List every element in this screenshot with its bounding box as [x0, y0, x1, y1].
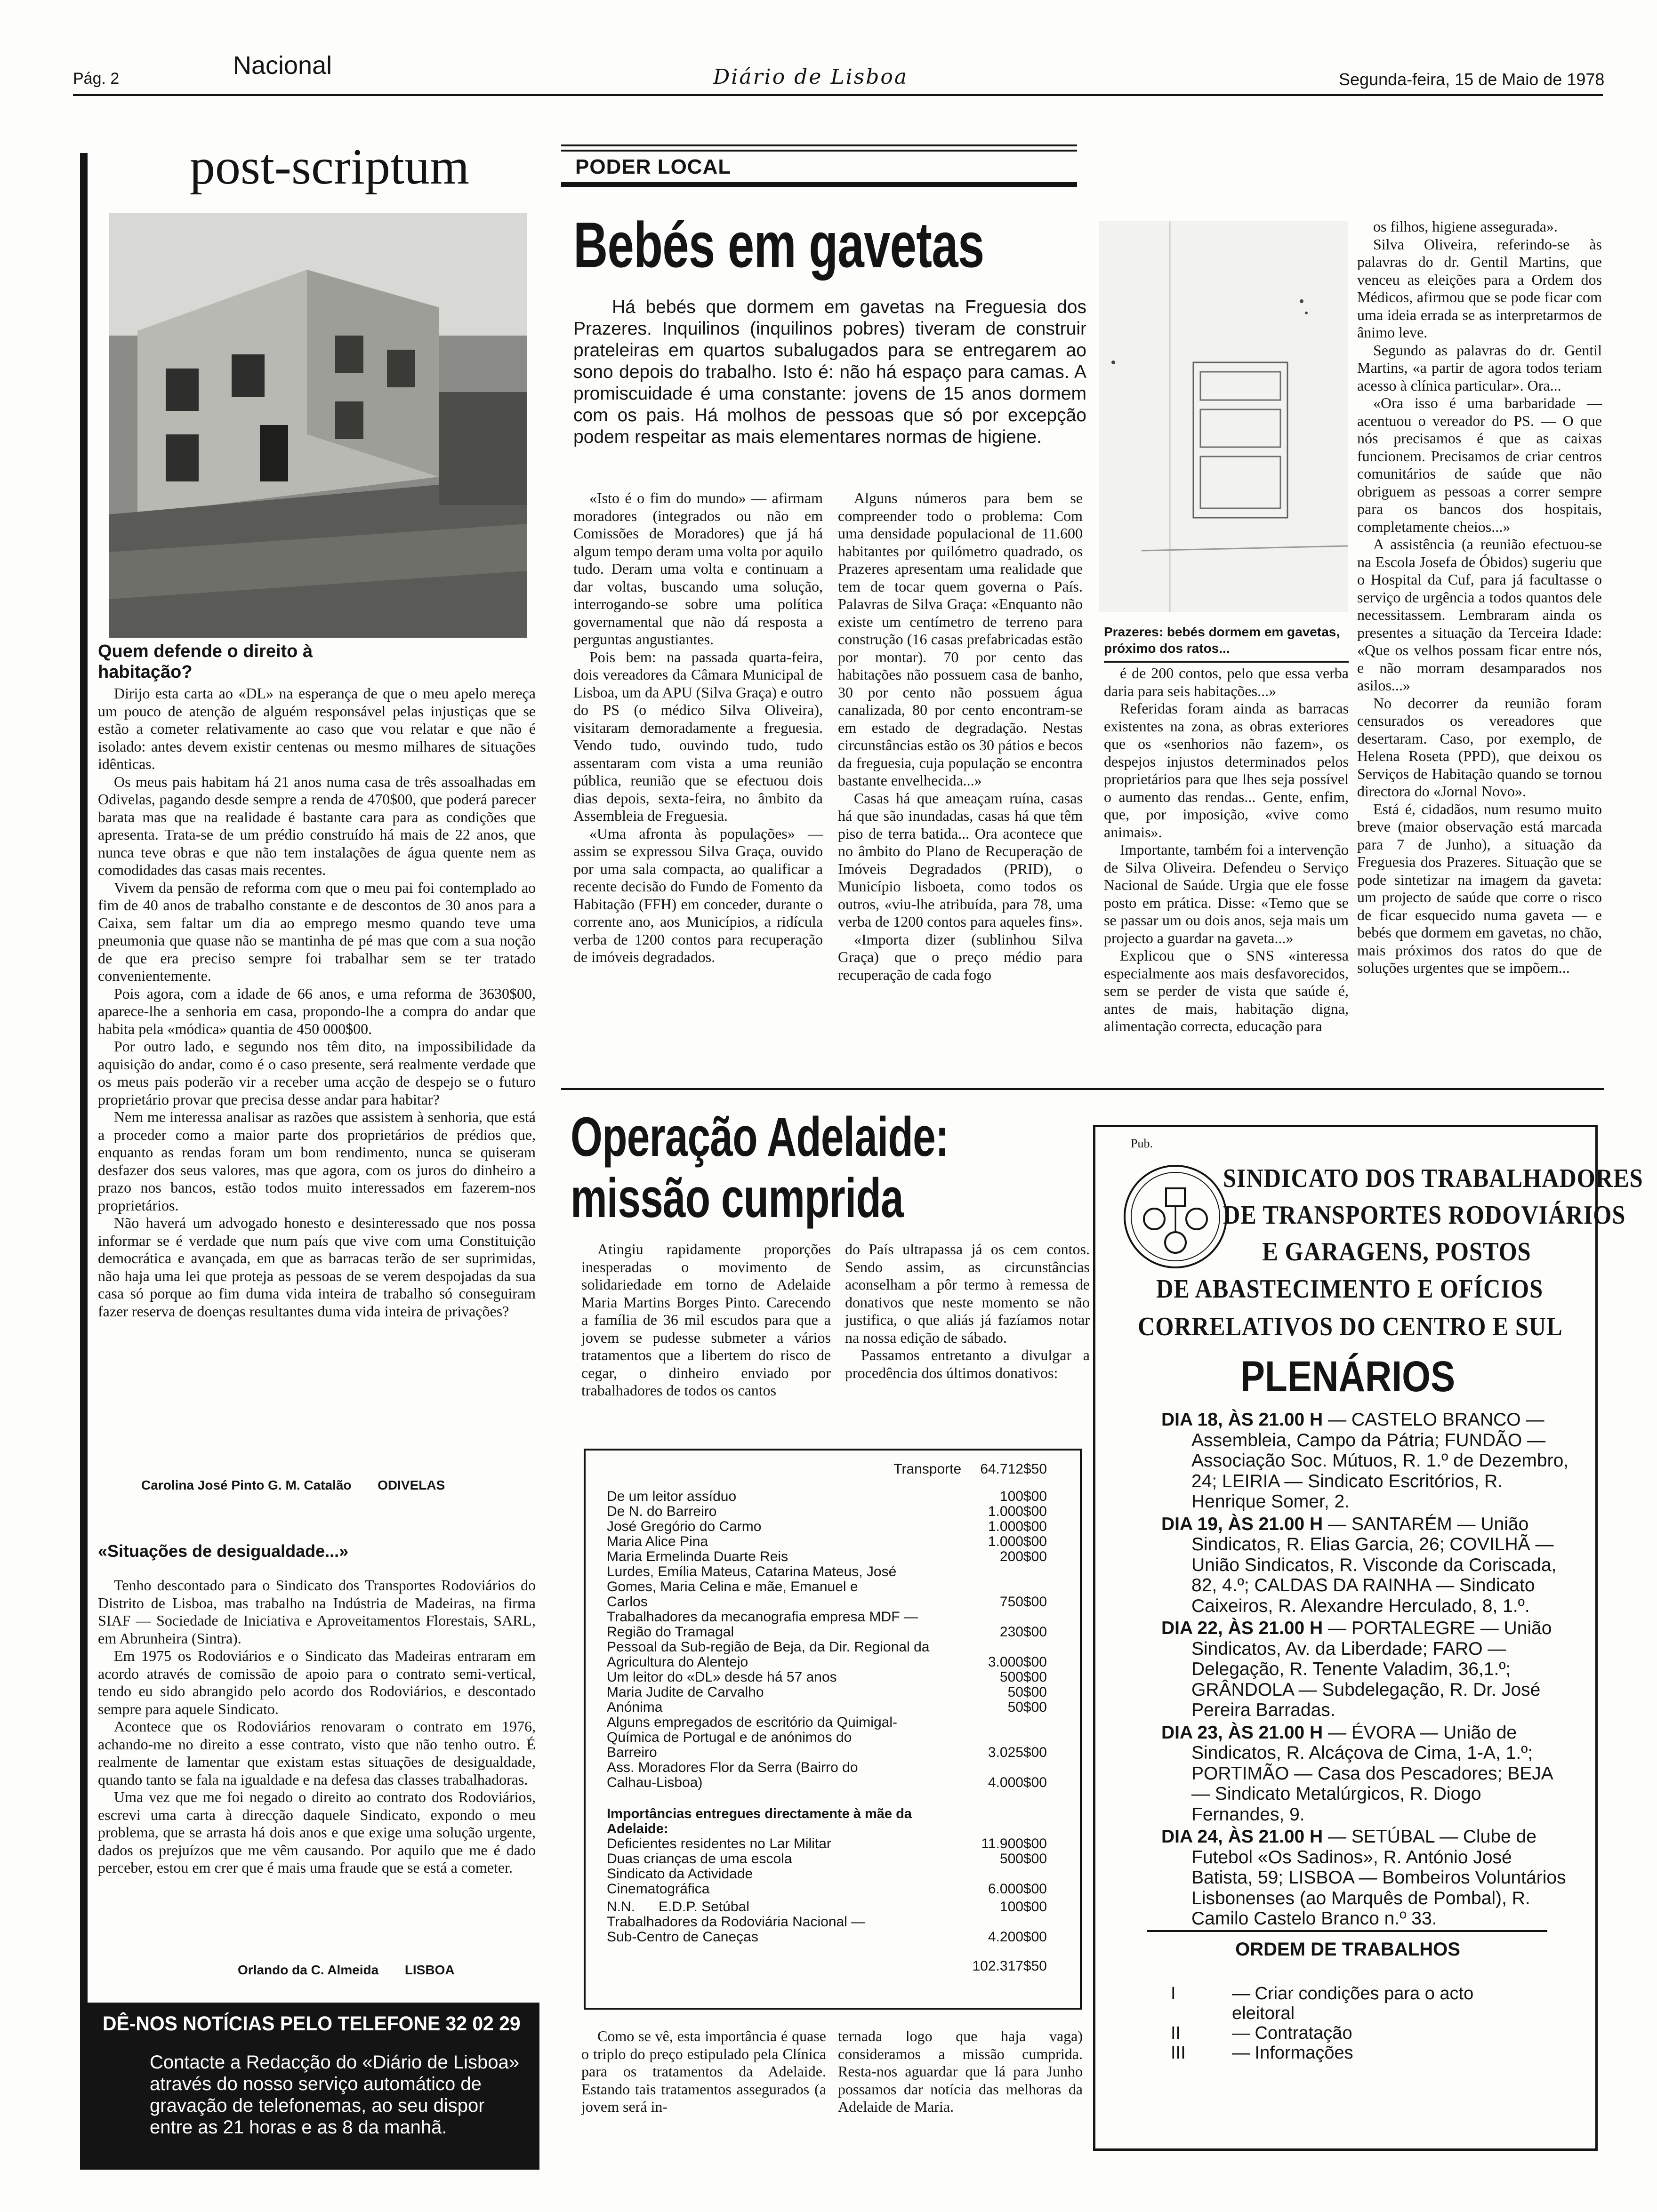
postscript-title: post-scriptum — [190, 139, 469, 195]
transport-label: Transporte — [893, 1461, 962, 1477]
donor-name: José Gregório do Carmo — [607, 1519, 762, 1534]
meeting-venues: — SANTARÉM — União Sindicatos, R. Elias Garcia, 26; COVILHÃ — União Sindicatos, R. Visconde da Coriscada, 82, 4.º; CALDAS DA RAINHA — Sindicato Caixeiros, R. Alexandre Herculado, 8, 1.º. — [1191, 1514, 1557, 1616]
order-title: ORDEM DE TRABALHOS — [1235, 1939, 1460, 1960]
ad-title-lower — [1114, 1270, 1585, 1346]
direct-row — [607, 1899, 1047, 1915]
meeting-date: DIA 18, ÀS 21.00 H — [1161, 1410, 1323, 1430]
direct-heading: Importâncias entregues directamente à mãe da Adelaide: — [607, 1806, 912, 1836]
order-text: — Informações — [1232, 2043, 1353, 2063]
direct-row — [607, 1867, 1047, 1897]
meeting-item — [1161, 1410, 1576, 1512]
donor-name: Sindicato da Actividade Cinematográfica — [607, 1866, 753, 1897]
letter1-paragraph: Vivem da pensão de reforma com que o meu pai foi contemplado ao fim de 40 anos de trabalho constante e de descontos de 30 anos para a Caixa, sem faltar um dia ao emprego mesmo quando teve uma pneumonia que quase não se mantinha de pé mas que com a sua noção de que era preciso sempre foi trabalhar sem se ter tratado convenientemente. — [98, 879, 536, 984]
donation-amount: 1.000$00 — [988, 1519, 1047, 1534]
donation-amount: 500$00 — [999, 1851, 1047, 1867]
donor-name: Pessoal da Sub-região de Beja, da Dir. Regional da Agricultura do Alentejo — [607, 1639, 930, 1670]
bebes-photo — [1099, 221, 1348, 612]
meetings-list — [1161, 1410, 1576, 1931]
order-number: I — [1171, 1984, 1176, 2004]
letter1-signature — [141, 1478, 532, 1493]
adelaide-paragraph: Passamos entretanto a divulgar a procedência dos últimos donativos: — [845, 1346, 1090, 1381]
donation-row — [607, 1715, 1047, 1760]
letter1-body — [98, 685, 536, 1320]
bebes-paragraph: Explicou que o SNS «interessa especialmente aos mais desfavorecidos, sem se perder de vista que saúde é, antes de mais, habitação digna, alimentação correcta, educação para — [1104, 947, 1349, 1034]
donation-amount: 11.900$00 — [981, 1836, 1047, 1851]
bebes-column-4 — [1357, 218, 1602, 977]
adelaide-headline-line1: Operação Adelaide: — [571, 1106, 949, 1168]
letter2-paragraph: Tenho descontado para o Sindicato dos Transportes Rodoviários do Distrito de Lisboa, mas trabalho na Indústria de Madeiras, na firma SIAF — Sociedade de Iniciativa e Aproveitamentos Florestais, SARL, em Abrunheira (Sintra). — [98, 1577, 536, 1647]
donation-amount: 230$00 — [999, 1624, 1047, 1640]
meeting-date: DIA 24, ÀS 21.00 H — [1161, 1827, 1323, 1847]
donation-amount: 1.000$00 — [988, 1504, 1047, 1519]
adelaide-paragraph: Atingiu rapidamente proporções inesperadas o movimento de solidariedade em torno de Adelaide Maria Martins Borges Pinto. Carecendo a família de 36 mil escudos para que a jovem se pudesse submeter a vários tratamentos que a libertem do risco de cegar, o dinheiro enviado por trabalhadores de todos os cantos — [581, 1241, 831, 1399]
donor-name: Um leitor do «DL» desde há 57 anos — [607, 1669, 837, 1685]
bebes-paragraph: Alguns números para bem se compreender todo o problema: Com uma densidade populacional de 11.600 habitantes por quilómetro quadrado, os Prazeres apresentam uma realidade que tem de tocar quem governa o País. Palavras de Silva Graça: «Enquanto não existe um centímetro de terreno para construção (16 casas prefabricadas estão por montar). 70 por cento das habitações não possuem casa de banho, 30 por cento não possuem água canalizada, 80 por cento encontram-se em estado de degradação. Nestas circunstâncias estão os 30 pátios e becos da freguesia, cuja população se encontra bastante envelhecida...» — [838, 489, 1083, 789]
ad-title-line: E GARAGENS, POSTOS — [1262, 1237, 1531, 1266]
meeting-date: DIA 19, ÀS 21.00 H — [1161, 1514, 1323, 1534]
issue-date: Segunda-feira, 15 de Maio de 1978 — [1339, 70, 1605, 89]
ad-title-line: SINDICATO DOS TRABALHADORES — [1223, 1164, 1643, 1193]
bebes-paragraph: «Importa dizer (sublinhou Silva Graça) que o preço médio para recuperação de cada fogo — [838, 930, 1083, 983]
letter2-headline: «Situações de desigualdade...» — [98, 1541, 349, 1561]
donation-amount: 4.200$00 — [988, 1929, 1047, 1945]
union-ad — [1093, 1125, 1643, 2151]
phone-box-title: DÊ-NOS NOTÍCIAS PELO TELEFONE 32 02 29 — [103, 2012, 521, 2035]
donor-name: Ass. Moradores Flor da Serra (Bairro do Calhau-Lisboa) — [607, 1760, 858, 1790]
bebes-paragraph: Está é, cidadãos, num resumo muito breve (maior observação está marcada para 7 de Junho), a situação da Freguesia dos Prazeres. Situação que se pode sintetizar na imagem da gaveta: um projecto de saúde que corre o risco de ficar esquecido numa gaveta — e bebés que dormem em gavetas, no chão, mais próximos dos ratos do que de soluções urgentes que se impõem... — [1357, 800, 1602, 976]
section-kicker: PODER LOCAL — [575, 155, 732, 178]
donations-total: 102.317$50 — [972, 1958, 1047, 1974]
letter2-paragraph: Acontece que os Rodoviários renovaram o contrato em 1976, achando-me no direito a esse contrato, visto que não tenho outro. É realmente de lamentar que existam estas situações de desigualdade, quando tanto se fala na igualdade e na defesa das classes trabalhadoras. — [98, 1718, 536, 1788]
page-number: Pág. 2 — [73, 70, 120, 88]
letter1-paragraph: Nem me interessa analisar as razões que assistem à senhoria, que está a proceder como a maior parte dos proprietários de prédios que, enquanto as rendas foram um bom rendimento, nunca se quiseram desfazer dos seus valores, mas que agora, com os juros do dinheiro a prazo nos bancos, estão todos muito interessados em fazerem-nos proprietários. — [98, 1108, 536, 1214]
kicker-rule-bottom — [561, 182, 1077, 187]
direct-row — [607, 1851, 1047, 1867]
donor-name: Duas crianças de uma escola — [607, 1851, 792, 1867]
donation-amount: 6.000$00 — [988, 1881, 1047, 1897]
donation-row — [607, 1564, 1047, 1610]
donor-name: Alguns empregados de escritório da Quimigal-Química de Portugal e de anónimos do Barreiro — [607, 1715, 897, 1760]
transport-row — [607, 1462, 1047, 1477]
adelaide-column-1 — [581, 1241, 831, 1400]
donation-row — [607, 1534, 1047, 1549]
newspaper-name: Diário de Lisboa — [713, 65, 909, 89]
ad-title — [1204, 1160, 1643, 1270]
adelaide-bottom-column-2 — [838, 2028, 1083, 2116]
donation-row — [607, 1549, 1047, 1564]
bebes-paragraph: Pois bem: na passada quarta-feira, dois vereadores da Câmara Municipal de Lisboa, um da APU (Silva Graça) e outro do PS (o médico Silva Oliveira), visitaram demoradamente a freguesia. Vendo tudo, ouvindo tudo, tudo assentaram com vista a uma reunião pública, reunião que se efectuou dois dias depois, sexta-feira, no âmbito da Assembleia de Freguesia. — [573, 648, 823, 824]
adelaide-headline-line2: missão cumprida — [571, 1167, 903, 1229]
bebes-paragraph: «Isto é o fim do mundo» — afirmam moradores (integrados ou não em Comissões de Moradores) que já há algum tempo deram uma volta por aquilo tudo. Deram uma volta e continuam a dar voltas, buscando uma solução, interrogando-se sobre uma política governamental que não dá resposta a perguntas angustiantes. — [573, 489, 823, 648]
meeting-venues: — ÉVORA — União de Sindicatos, R. Alcáçova de Cima, 1-A, 1.º; PORTIMÃO — Casa dos Pescadores; BEJA — Sindicato Metalúrgicos, R. Diogo Fernandes, 9. — [1191, 1722, 1552, 1825]
donations-box — [584, 1449, 1082, 2010]
donor-name: Maria Alice Pina — [607, 1534, 708, 1549]
donation-amount: 4.000$00 — [988, 1775, 1047, 1790]
bebes-paragraph: A assistência (a reunião efectuou-se na Escola Josefa de Óbidos) sugeriu que o Hospital da Cuf, para já facultasse o serviço de urgência a todos quantos dele necessitassem. Lembraram ainda os presentes a situação da Terceira Idade: «Que os velhos possam ficar entre nós, e não morram desamparados nos asilos...» — [1357, 536, 1602, 694]
bebes-paragraph: os filhos, higiene assegurada». — [1373, 218, 1558, 235]
letter2-signature — [238, 1963, 455, 1978]
donation-amount: 50$00 — [1007, 1699, 1047, 1715]
order-number: II — [1171, 2023, 1181, 2043]
letter1-author: Carolina José Pinto G. M. Catalão — [141, 1478, 352, 1492]
direct-row — [607, 1836, 1047, 1851]
donation-amount: 750$00 — [999, 1594, 1047, 1610]
order-text: — Contratação — [1232, 2023, 1352, 2043]
bebes-column-1 — [573, 489, 823, 966]
donation-amount: 100$00 — [999, 1489, 1047, 1504]
letter1-paragraph: Não haverá um advogado honesto e desinteressado que nos possa informar se é verdade que num país que vive com uma Constituição democrática e avançada, em que as barracas terão de ser suprimidas, não haja uma lei que proteja as pessoas de se verem despojadas da sua casa só porque ao fim duma vida inteira de trabalho só conseguiram fazer reserva de doenças resultantes duma vida inteira de privações? — [98, 1214, 536, 1320]
donation-amount: 1.000$00 — [988, 1534, 1047, 1549]
donation-amount: 3.025$00 — [988, 1745, 1047, 1760]
bebes-bottom-rule — [561, 1088, 1604, 1090]
ad-title-line: DE ABASTECIMENTO E OFÍCIOS — [1156, 1274, 1544, 1304]
donation-row — [607, 1610, 1047, 1640]
letter1-paragraph: Dirijo esta carta ao «DL» na esperança de que o meu apelo mereça um pouco de atenção de alguém responsável pelas injustiças que se estão a cometer relativamente ao caso que vou relatar e que não é isolado: antes devem existir centenas ou mesmo milhares de situações idênticas. — [98, 685, 536, 772]
letter2-place: LISBOA — [404, 1963, 455, 1977]
meeting-date: DIA 23, ÀS 21.00 H — [1161, 1722, 1323, 1743]
donor-name: Lurdes, Emília Mateus, Catarina Mateus, José Gomes, Maria Celina e mãe, Emanuel e Carlos — [607, 1564, 897, 1610]
caption-rule — [1104, 661, 1349, 663]
donation-amount: 500$00 — [999, 1669, 1047, 1685]
donation-row — [607, 1670, 1047, 1685]
letter2-author: Orlando da C. Almeida — [238, 1963, 379, 1977]
postscript-left-border — [80, 153, 88, 2170]
postscript-photo — [109, 213, 527, 638]
donation-amount: 100$00 — [999, 1899, 1047, 1915]
bebes-paragraph: No decorrer da reunião foram censurados os vereadores que desertaram. Caso, por exemplo, de Helena Roseta (PPD), que deixou os Serviços de Habitação quando se tornou directora do «Jornal Novo». — [1357, 694, 1602, 800]
meeting-item — [1161, 1827, 1576, 1929]
direct-list — [607, 1836, 1047, 1945]
donor-name: Maria Judite de Carvalho — [607, 1684, 764, 1700]
adelaide-column-2 — [845, 1241, 1090, 1382]
letter2-paragraph: Uma vez que me foi negado o direito ao contrato dos Rodoviários, escrevi uma carta à direcção daquele Sindicato, expondo o meu problema, que se arrasta há dois anos e que exige uma solução urgente, dados os prejuízos que me vêm causando. Por aquilo que me é dado perceber, estou em crer que é mais uma fraude que se está a cometer. — [98, 1788, 536, 1876]
ad-title-line: DE TRANSPORTES RODOVIÁRIOS — [1223, 1201, 1626, 1230]
donation-row — [607, 1489, 1047, 1504]
order-list — [1171, 1984, 1561, 2063]
total-row — [607, 1959, 1047, 1974]
bebes-paragraph: é de 200 contos, pelo que essa verba daria para seis habitações...» — [1104, 665, 1349, 699]
ad-plenarios: PLENÁRIOS — [1240, 1353, 1456, 1401]
bebes-headline: Bebés em gavetas — [573, 208, 984, 281]
donor-name: N.N. — [607, 1899, 635, 1915]
letter2-body — [98, 1577, 536, 1877]
ad-divider — [1147, 1930, 1547, 1932]
letter1-place: ODIVELAS — [378, 1478, 445, 1492]
donation-amount: 50$00 — [1007, 1684, 1047, 1700]
bebes-paragraph: Importante, também foi a intervenção de Silva Oliveira. Defendeu o Serviço Nacional de Saúde. Urgia que ele fosse posto em prática. Disse: «Temo que se se passar um ou dois anos, seja mais um projecto a guardar na gaveta...» — [1104, 841, 1349, 946]
bebes-paragraph: Segundo as palavras do dr. Gentil Martins, «a partir de agora todos teriam acesso à clínica particular». Ora... — [1357, 341, 1602, 394]
masthead-rule — [73, 94, 1603, 96]
ad-pub-label: Pub. — [1131, 1137, 1153, 1150]
letter1-headline: Quem defende o direito à habitação? — [98, 641, 313, 682]
order-item — [1171, 1984, 1561, 2023]
phone-box-text: Contacte a Redacção do «Diário de Lisboa» através do nosso serviço automático de gravação de telefonemas, ao seu dispor entre as 21 horas e as 8 da manhã. — [150, 2052, 519, 2138]
meeting-item — [1161, 1723, 1576, 1825]
donor-name: Deficientes residentes no Lar Militar — [607, 1836, 831, 1851]
donation-row — [607, 1760, 1047, 1790]
donation-row — [607, 1640, 1047, 1670]
bebes-paragraph: Referidas foram ainda as barracas existentes na zona, as obras exteriores que os «senhorios não fazem», os despejos injustos determinados pelos proprietários para que lhes seja possível o aumento das rendas... Gente, enfim, que, por imposição, «vive como animais». — [1104, 700, 1349, 841]
donation-row — [607, 1519, 1047, 1534]
bebes-column-3 — [1104, 665, 1349, 1035]
adelaide-paragraph: Como se vê, esta importância é quase o triplo do preço estipulado pela Clínica para os tratamentos da Adelaide. Estando tais tratamentos assegurados (a jovem será in- — [581, 2028, 826, 2115]
letter1-paragraph: Pois agora, com a idade de 66 anos, e uma reforma de 3630$00, aparece-lhe a senhoria em casa, propondo-lhe a compra do andar que habita pela «módica» quantia de 450 000$00. — [98, 985, 536, 1037]
phone-box — [84, 2003, 539, 2170]
adelaide-paragraph: do País ultrapassa já os cem contos. Sendo assim, as circunstâncias aconselham a pôr termo à remessa de donativos que neste momento se não justifica, o que aliás já fazíamos notar na nossa edição de sábado. — [845, 1241, 1090, 1346]
donor-name: Trabalhadores da Rodoviária Nacional — Sub-Centro de Caneças — [607, 1914, 866, 1945]
bebes-paragraph: Silva Oliveira, referindo-se às palavras do dr. Gentil Martins, que venceu as eleições para a Ordem dos Médicos, afirmou que se pode ficar com uma ideia errada se as interpretarmos de ânimo leve. — [1357, 235, 1602, 341]
order-item — [1171, 2023, 1561, 2043]
kicker-rule-top — [561, 144, 1077, 146]
bebes-paragraph: Casas há que ameaçam ruína, casas há que são inundadas, casas há que têm piso de terra batida... Ora acontece que no âmbito do Plano de Recuperação de Imóveis Degradados (PRID), o Município lisboeta, como todos os outros, «viu-lhe atribuída, para 78, uma verba de 1200 contos para aqueles fins». — [838, 789, 1083, 930]
bebes-lead: Há bebés que dormem em gavetas na Freguesia dos Prazeres. Inquilinos (inquilinos pobres) tiveram de construir prateleiras em quartos subalugados para se entregarem ao sono depois do trabalho. Isto é: não há espaço para camas. A promiscuidade é uma constante: jovens de 15 anos dormem com os pais. Há molhos de pessoas que só por excepção podem respeitar as mais elementares normas de higiene. — [573, 297, 1086, 447]
meeting-venues: — PORTALEGRE — União Sindicatos, Av. da Liberdade; FARO — Delegação, R. Tenente Valadim, 36,1.º; GRÂNDOLA — Subdelegação, R. Dr. José Pereira Barradas. — [1191, 1618, 1552, 1720]
bebes-photo-caption: Prazeres: bebés dormem em gavetas, próximo dos ratos... — [1104, 625, 1340, 656]
meeting-venues: — CASTELO BRANCO — Assembleia, Campo da Pátria; FUNDÃO — Associação Soc. Mútuos, R. 1.º de Dezembro, 24; LEIRIA — Sindicato Escritórios, R. Henrique Somer, 2. — [1191, 1410, 1569, 1512]
bebes-column-2 — [838, 489, 1083, 984]
donation-amount: 200$00 — [999, 1549, 1047, 1564]
donor-name: E.D.P. Setúbal — [659, 1899, 749, 1915]
order-number: III — [1171, 2043, 1186, 2063]
ad-title-line: CORRELATIVOS DO CENTRO E SUL — [1138, 1312, 1563, 1341]
donation-row — [607, 1504, 1047, 1519]
kicker-rule-2 — [561, 150, 1077, 152]
donations-list — [607, 1489, 1047, 1790]
letter1-paragraph: Os meus pais habitam há 21 anos numa casa de três assoalhadas em Odivelas, pagando desde sempre a renda de 470$00, que poderá parecer barata mas que na realidade é bastante cara para as condições que apresenta. Trata-se de um prédio construído há mais de 22 anos, que nunca teve obras e que não tem instalações de água quente nem as comodidades das casas mais recentes. — [98, 773, 536, 878]
donor-name: De N. do Barreiro — [607, 1504, 717, 1519]
donation-row — [607, 1685, 1047, 1700]
donation-row — [607, 1700, 1047, 1715]
meeting-item — [1161, 1514, 1576, 1617]
letter2-paragraph: Em 1975 os Rodoviários e o Sindicato das Madeiras entraram em acordo através de comissão de apoio para o contrato semi-vertical, tendo eu sido abrangido pelo acordo dos Rodoviários, e descontado sempre para aquele Sindicato. — [98, 1647, 536, 1717]
adelaide-bottom-column-1 — [581, 2028, 826, 2116]
donor-name: De um leitor assíduo — [607, 1489, 737, 1504]
letter1-paragraph: Por outro lado, e segundo nos têm dito, na impossibilidade da aquisição do andar, como é o caso presente, será realmente verdade que os meus pais poderão vir a receber uma acção de despejo se o futuro proprietário provar que precisa desse andar para habitar? — [98, 1038, 536, 1108]
direct-row — [607, 1915, 1047, 1945]
donation-amount: 3.000$00 — [988, 1654, 1047, 1670]
meeting-venues: — SETÚBAL — Clube de Futebol «Os Sadinos», R. António José Batista, 59; LISBOA — Bombeiros Voluntários Lisbonenses (ao Marquês de Pombal), R. Camilo Castelo Branco n.º 33. — [1191, 1827, 1566, 1929]
meeting-date: DIA 22, ÀS 21.00 H — [1161, 1618, 1323, 1638]
adelaide-paragraph: ternada logo que haja vaga) consideramos a missão cumprida. Resta-nos aguardar que lá para Junho possamos dar notícia das melhoras da Adelaide de Maria. — [838, 2028, 1083, 2115]
section-name: Nacional — [233, 51, 332, 80]
meeting-item — [1161, 1618, 1576, 1721]
donor-name: Trabalhadores da mecanografia empresa MDF — Região do Tramagal — [607, 1609, 918, 1640]
donor-name: Anónima — [607, 1699, 663, 1715]
bebes-paragraph: «Uma afronta às populações» — assim se expressou Silva Graça, ouvido por uma sala compacta, ao qualificar a recente decisão do Fundo de Fomento da Habitação (FFH) em conceder, durante o corrente ano, aos Municípios, a ridícula verba de 1200 contos para recuperação de imóveis degradados. — [573, 825, 823, 965]
order-item — [1171, 2043, 1561, 2063]
donor-name: Maria Ermelinda Duarte Reis — [607, 1549, 788, 1564]
transport-value: 64.712$50 — [980, 1461, 1047, 1477]
bebes-paragraph: «Ora isso é uma barbaridade — acentuou o vereador do PS. — O que nós precisamos é que as caixas funcionem. Precisamos de criar centros comunitários de saúde que não obriguem as pessoas a correr sempre para os bancos dos hospitais, completamente cheios...» — [1357, 394, 1602, 535]
order-text: — Criar condições para o acto eleitoral — [1232, 1984, 1474, 2023]
